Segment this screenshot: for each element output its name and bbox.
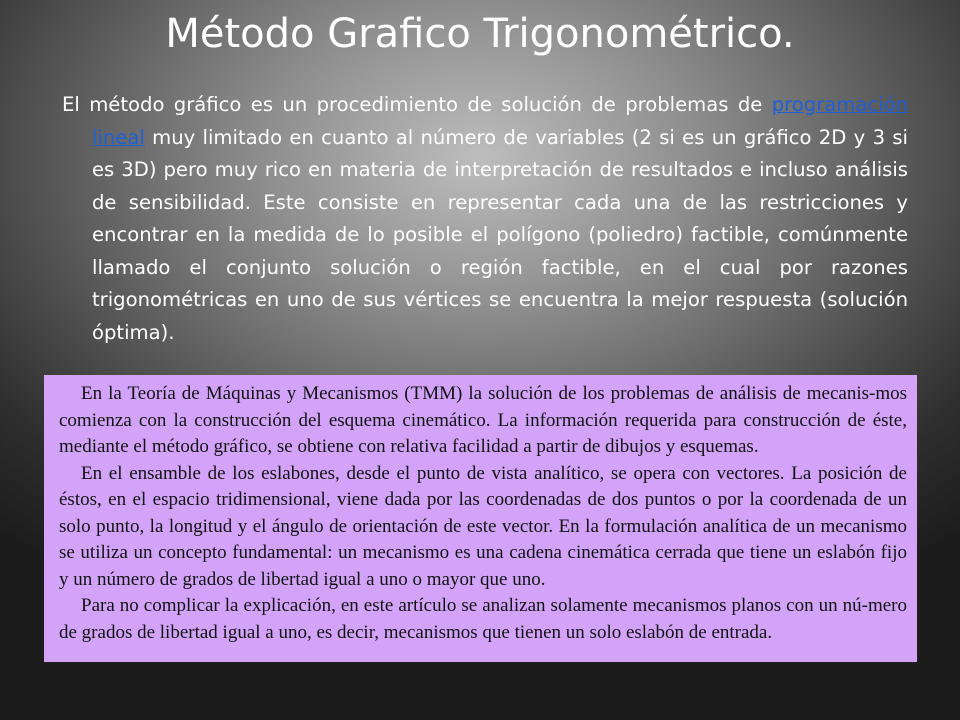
- programacion-lineal-link[interactable]: programación lineal: [92, 93, 908, 149]
- excerpt-paragraph-1: En la Teoría de Máquinas y Mecanismos (TMM) la solución de los problemas de análisis de mecanis-mos comienza con la construcción del esquema cinemático. La información requerida para construcción de éste, mediante el método gráfico, se obtiene con relativa facilidad a partir de dibujos y esquemas.: [59, 383, 907, 457]
- slide-title: Método Grafico Trigonométrico.: [165, 11, 795, 57]
- excerpt-paragraph-2: En el ensamble de los eslabones, desde el punto de vista analítico, se opera con vectores. La posición de éstos, en el espacio tridimensional, viene dada por las coordenadas de dos puntos o por la coordenada de un solo punto, la longitud y el ángulo de orientación de este vector. En la formulación analítica de un mecanismo se utiliza un concepto fundamental: un mecanismo es una cadena cinemática cerrada que tiene un eslabón fijo y un número de grados de libertad igual a uno o mayor que uno.: [59, 462, 907, 590]
- intro-text-start: El método gráfico es un procedimiento de solución de problemas de: [62, 93, 772, 116]
- intro-text-end: muy limitado en cuanto al número de variables (2 si es un gráfico 2D y 3 si es 3D) pero muy rico en materia de interpretación de resultados e incluso análisis de sensibilidad. Este consiste en representar cada una de las restricciones y encontrar en la medida de lo posible el polígono (poliedro) factible, comúnmente llamado el conjunto solución o región factible, en el cual por razones trigonométricas en uno de sus vértices se encuentra la mejor respuesta (solución óptima).: [92, 125, 908, 344]
- excerpt-paragraph-3: Para no complicar la explicación, en este artículo se analizan solamente mecanismos planos con un nú-mero de grados de libertad igual a uno, es decir, mecanismos que tienen un solo eslabón de entrada.: [59, 595, 907, 643]
- scanned-excerpt-image: [44, 375, 917, 662]
- intro-paragraph: [62, 89, 908, 349]
